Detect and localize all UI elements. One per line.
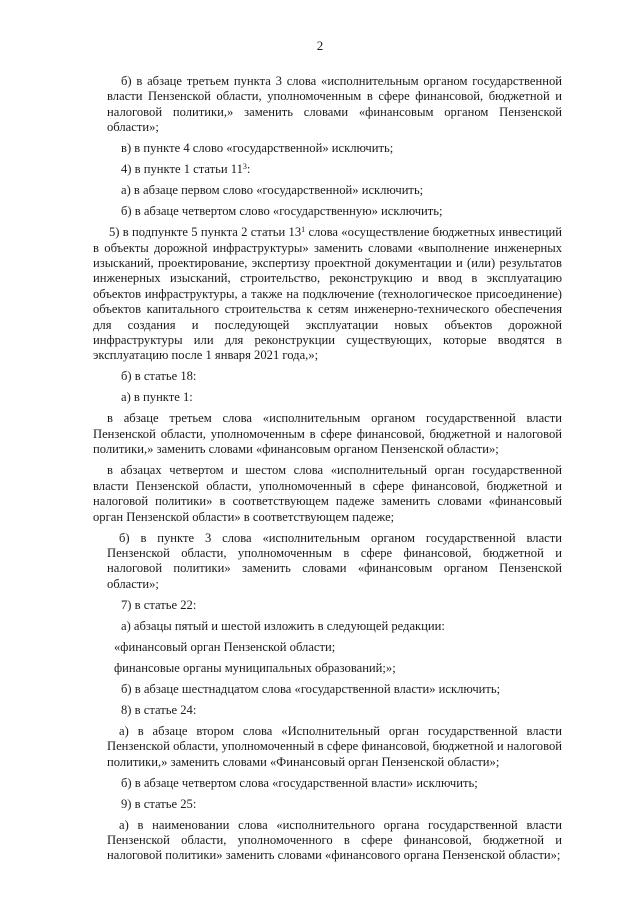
paragraph-b-fourth: б) в абзаце четвертом слово «государственную» исключить; [121,204,443,219]
article-superscript: 1 [301,225,306,235]
paragraph-b-sixteenth: б) в абзаце шестнадцатом слова «государственной власти» исключить; [121,681,501,696]
paragraph-b-item-3-art-18: б) в пункте 3 слова «исполнительным органом государственной власти Пензенской области, уполномоченным в сфере финансовой, бюджетной и налоговой политики» заменить словами «финансовым органом Пензенской области»; [107,530,562,591]
page-number: 2 [316,38,324,53]
paragraph-4-tail: : [246,162,251,177]
paragraph-third-abzac: в абзаце третьем слова «исполнительным органом государственной власти Пензенской области, уполномоченным в сфере финансовой, бюджетной и налоговой политики,» заменить словами «финансовым органом Пензенской области»; [93,411,562,457]
paragraph-8-article-24: 8) в статье 24: [121,702,197,717]
paragraph-a-title: а) в наименовании слова «исполнительного органа государственной власти Пензенской области, уполномоченного в сфере финансовой, бюджетной и налоговой политики» заменить словами «финансового органа Пензенской области»; [107,817,562,863]
paragraph-b-item-3: б) в абзаце третьем пункта 3 слова «исполнительным органом государственной власти Пензенской области, уполномоченным в сфере финансовой, бюджетной и налоговой политики,» заменить словами «финансовым органом Пензенской области»; [107,74,562,135]
paragraph-5-text: 5) в подпункте 5 пункта 2 статьи 13 [109,225,302,240]
paragraph-a-first: а) в абзаце первом слово «государственной» исключить; [121,183,424,198]
paragraph-5-tail: слова «осуществление бюджетных инвестиций в объекты дорожной инфраструктуры» заменить словами «выполнение инженерных изысканий, проектирование, экспертизу проектной документации и (или) результатов инженерных изысканий, строительство, реконструкцию и ввод в эксплуатацию объектов инфраструктуры, а также на подключение (технологическое присоединение) объектов капитального строительства к сетям инженерно-технического обеспечения для создания и последующей эксплуатации новых объектов дорожной инфраструктуры или для реконструкции существующих, которые вводятся в эксплуатацию после 1 января 2021 года,»; [93,225,562,363]
paragraph-5-article-13 [0,225,640,364]
paragraph-6-article-18: б) в статье 18: [121,369,197,384]
paragraph-a-item-1: а) в пункте 1: [121,390,193,405]
paragraph-fourth-sixth-abzac: в абзацах четвертом и шестом слова «исполнительный орган государственной власти Пензенской области, уполномоченный в сфере финансовой, бюджетной и налоговой политики» в соответствующем падеже заменить словами «финансовый орган Пензенской области» в соответствующем падеже; [93,463,562,524]
article-superscript: 3 [242,162,247,172]
paragraph-4-text: 4) в пункте 1 статьи 11 [121,162,243,177]
paragraph-7-article-22: 7) в статье 22: [121,597,197,612]
paragraph-a-second-abzac: а) в абзаце втором слова «Исполнительный орган государственной власти Пензенской области, уполномоченный в сфере финансовой, бюджетной и налоговой политики,» заменить словами «Финансовый орган Пензенской области»; [107,723,562,769]
quote-line-2: финансовые органы муниципальных образований;»; [114,660,396,675]
paragraph-b-fourth-abzac: б) в абзаце четвертом слова «государственной власти» исключить; [121,775,478,790]
paragraph-9-article-25: 9) в статье 25: [121,796,197,811]
quote-line-1: «финансовый орган Пензенской области; [114,639,336,654]
paragraph-a-fifth-sixth: а) абзацы пятый и шестой изложить в следующей редакции: [121,618,445,633]
paragraph-4-article-11 [0,162,640,177]
paragraph-v-item-4: в) в пункте 4 слово «государственной» исключить; [121,141,394,156]
document-body [0,74,640,864]
